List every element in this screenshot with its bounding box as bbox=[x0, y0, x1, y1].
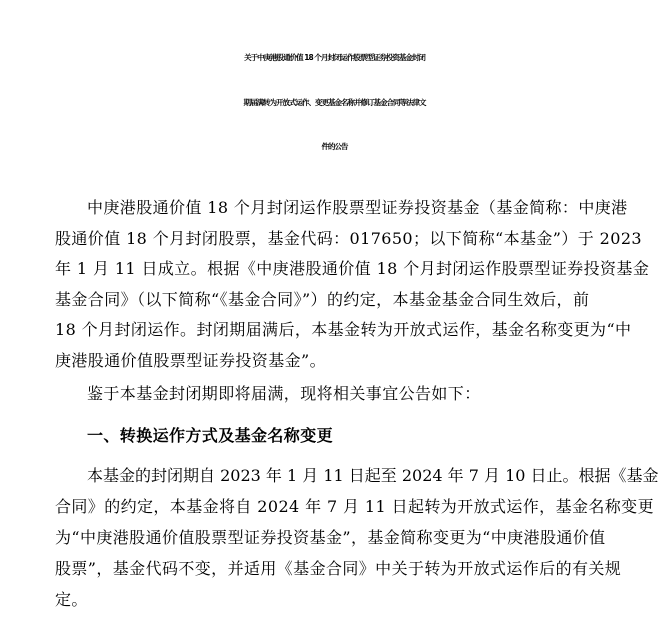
title-line-2: 期届满转为开放式运作、变更基金名称并修订基金合同等法律文 bbox=[243, 98, 426, 107]
para3-line-1: 本基金的封闭期自 2023 年 1 月 11 日起至 2024 年 7 月 10 日止。根据《基金 bbox=[87, 466, 659, 485]
para3-line-2: 合同》的约定，本基金将自 2024 年 7 月 11 日起转为开放式运作，基金名称变更 bbox=[55, 497, 654, 516]
para1-line-4: 基金合同》（以下简称“《基金合同》”）的约定，本基金基金合同生效后，前 bbox=[55, 290, 590, 309]
para3-line-3: 为“中庚港股通价值股票型证券投资基金”，基金简称变更为“中庚港股通价值 bbox=[55, 528, 606, 547]
title-line-3: 件的公告 bbox=[321, 142, 348, 151]
para2-line-1: 鉴于本基金封闭期即将届满，现将相关事宜公告如下： bbox=[87, 384, 481, 403]
para1-line-6: 庚港股通价值股票型证券投资基金”。 bbox=[55, 351, 326, 370]
para1-line-3: 年 1 月 11 日成立。根据《中庚港股通价值 18 个月封闭运作股票型证券投资基金 bbox=[55, 259, 650, 278]
para1-line-1: 中庚港股通价值 18 个月封闭运作股票型证券投资基金（基金简称：中庚港 bbox=[87, 198, 628, 217]
para3-line-4: 股票”，基金代码不变，并适用《基金合同》中关于转为开放式运作后的有关规 bbox=[55, 559, 622, 578]
section-heading-1: 一、转换运作方式及基金名称变更 bbox=[87, 426, 334, 445]
para3-line-5: 定。 bbox=[55, 590, 88, 609]
para1-line-5: 18 个月封闭运作。封闭期届满后，本基金转为开放式运作，基金名称变更为“中 bbox=[55, 320, 632, 339]
para1-line-2: 股通价值 18 个月封闭股票，基金代码：017650；以下简称“本基金”）于 2023 bbox=[55, 229, 642, 248]
title-line-1: 关于中庚港股通价值 18 个月封闭运作股票型证券投资基金封闭 bbox=[244, 53, 425, 62]
